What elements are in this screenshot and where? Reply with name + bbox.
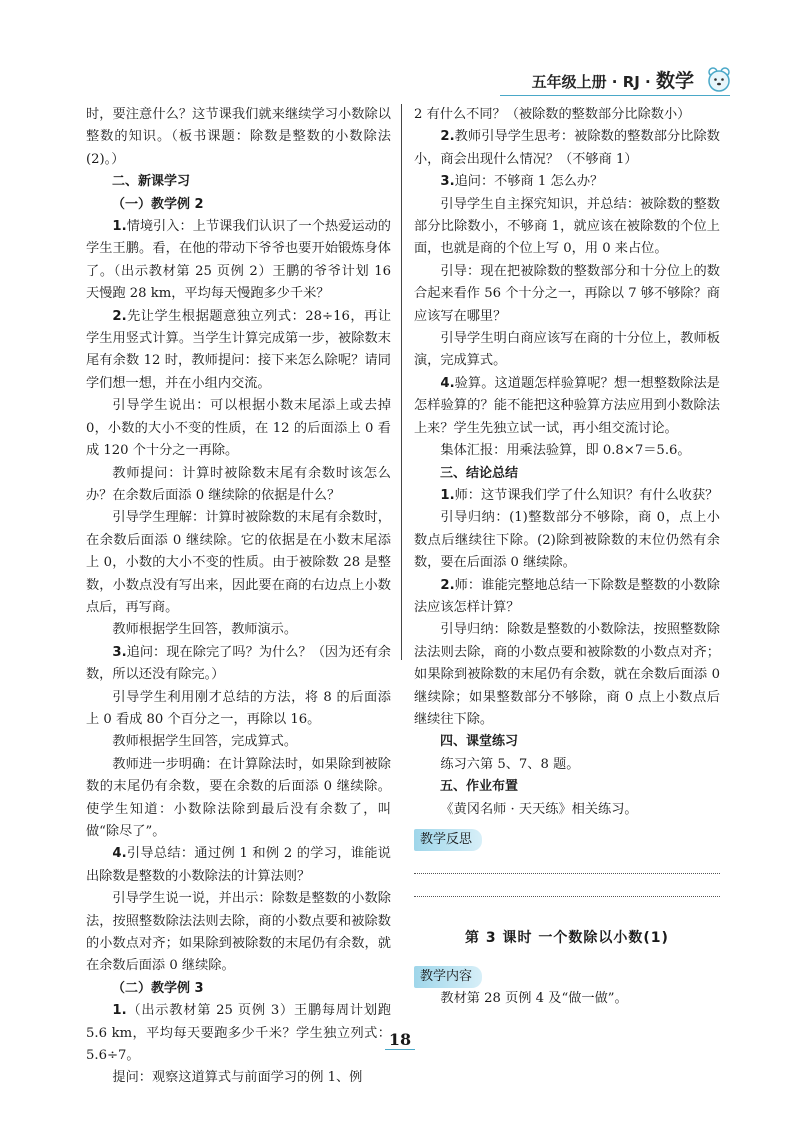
paragraph: 教师根据学生回答，完成算式。 <box>112 734 298 750</box>
dotted-line <box>414 896 720 897</box>
item-number: 4. <box>440 375 455 391</box>
paragraph: 引导归纳：(1)整数部分不够除，商 0，点上小数点后继续往下除。(2)除到被除数的末位仍然有余数，要在后面添 0 继续除。 <box>414 510 720 571</box>
section-heading: 四、课堂练习 <box>440 734 519 750</box>
right-column <box>414 104 720 1011</box>
paragraph: 提问：观察这道算式与前面学习的例 1、例 <box>112 1070 363 1086</box>
paragraph: 教师提问：计算时被除数末尾有余数时该怎么办？在余数后面添 0 继续除的依据是什么？ <box>86 465 391 503</box>
paragraph: 集体汇报：用乘法验算，即 0.8×7＝5.6。 <box>440 443 691 459</box>
teaching-content-label: 教学内容 <box>414 966 482 988</box>
paragraph: 引导：现在把被除数的整数部分和十分位上的数合起来看作 56 个十分之一，再除以 7 够不够除？商应该写在哪里？ <box>414 263 720 324</box>
paragraph: 引导学生自主探究知识，并总结：被除数的整数部分比除数小，不够商 1，就应该在被除数的个位上面，也就是商的个位上写 0，用 0 来占位。 <box>414 196 720 257</box>
paragraph: 引导学生理解：计算时被除数的末尾有余数时，在余数后面添 0 继续除。它的依据是在小数末尾添上 0，小数的大小不变的性质。由于被除数 28 是整数，小数点没有写出来，因此要在商的右边点上小数点后，再写商。 <box>86 510 391 615</box>
paragraph: 1.（出示教材第 25 页例 3）王鹏每周计划跑 5.6 km，平均每天要跑多少千米？学生独立列式：5.6÷7。 <box>86 1003 391 1064</box>
header-rule <box>500 95 730 96</box>
column-divider <box>401 104 402 660</box>
section-heading: 五、作业布置 <box>440 779 519 795</box>
paragraph: 4.引导总结：通过例 1 和例 2 的学习，谁能说出除数是整数的小数除法的计算法则？ <box>86 846 391 884</box>
lesson-title: 第 3 课时 一个数除以小数(1) <box>465 930 669 947</box>
item-number: 1. <box>112 219 127 235</box>
header-title <box>522 68 704 94</box>
dotted-line <box>414 873 720 874</box>
paragraph: 3.追问：不够商 1 怎么办？ <box>440 174 604 190</box>
section-heading: 三、结论总结 <box>440 465 519 481</box>
paragraph: 3.追问：现在除完了吗？为什么？（因为还有余数，所以还没有除完。） <box>86 644 391 683</box>
header-subject: 数学 <box>655 70 694 92</box>
item-number: 3. <box>112 644 127 660</box>
paragraph: 《黄冈名师 · 天天练》相关练习。 <box>440 801 638 817</box>
paragraph: 4.验算。这道题怎样验算呢？想一想整数除法是怎样验算的？能不能把这种验算方法应用到小数除法上来？学生先独立试一试，再小组交流讨论。 <box>414 375 720 436</box>
left-column <box>86 104 391 1090</box>
paragraph: 引导学生说出：可以根据小数末尾添上或去掉 0，小数的大小不变的性质，在 12 的后面添上 0 看成 120 个十分之一再除。 <box>86 398 391 459</box>
section-heading: 二、新课学习 <box>112 174 191 190</box>
paragraph: 教师根据学生回答，教师演示。 <box>112 622 298 638</box>
paragraph: 练习六第 5、7、8 题。 <box>440 756 580 772</box>
teaching-reflection-label: 教学反思 <box>414 829 482 851</box>
paragraph: 教师进一步明确：在计算除法时，如果除到被除数的末尾仍有余数，要在余数的后面添 0 继续除。使学生知道：小数除法除到最后没有余数了，叫做“除尽了”。 <box>86 756 391 839</box>
page-header <box>0 62 800 102</box>
item-number: 4. <box>112 846 127 862</box>
paragraph: 引导学生说一说，并出示：除数是整数的小数除法，按照整数除法法则去除，商的小数点要和被除数的小数点对齐；如果除到被除数的末尾仍有余数，就在余数后面添 0 继续除。 <box>86 891 391 974</box>
paragraph: 1.师：这节课我们学了什么知识？有什么收获？ <box>440 487 719 503</box>
subsection-heading: （二）教学例 3 <box>112 980 204 996</box>
paragraph: 引导学生利用刚才总结的方法，将 8 的后面添上 0 看成 80 个百分之一，再除以 16。 <box>86 689 391 727</box>
paragraph: 时，要注意什么？这节课我们就来继续学习小数除以整数的知识。（板书课题：除数是整数的小数除法(2)。） <box>86 107 391 167</box>
paragraph: 2.先让学生根据题意独立列式：28÷16，再让学生用竖式计算。当学生计算完成第一步，被除数末尾有余数 12 时，教师提问：接下来怎么除呢？请同学们想一想，并在小组内交流。 <box>86 308 391 391</box>
paragraph: 2.教师引导学生思考：被除数的整数部分比除数小，商会出现什么情况？（不够商 1） <box>414 129 720 167</box>
paragraph: 引导归纳：除数是整数的小数除法，按照整数除法法则去除，商的小数点要和被除数的小数点对齐；如果除到被除数的末尾仍有余数，就在余数后面添 0 继续除；如果整数部分不够除，商 0 点上小数点后继续往下除。 <box>414 622 720 727</box>
bear-mascot-icon <box>704 64 734 94</box>
item-number: 1. <box>112 1003 127 1019</box>
page-number: 18 <box>0 1030 800 1049</box>
paragraph: 引导学生明白商应该写在商的十分位上，教师板演，完成算式。 <box>414 331 720 369</box>
item-number: 2. <box>112 308 127 324</box>
paragraph: 2.师：谁能完整地总结一下除数是整数的小数除法应该怎样计算？ <box>414 577 720 615</box>
item-number: 3. <box>440 174 455 190</box>
paragraph: 教材第 28 页例 4 及“做一做”。 <box>440 991 628 1007</box>
paragraph: 1.情境引入：上节课我们认识了一个热爱运动的学生王鹏。看，在他的带动下爷爷也要开始锻炼身体了。（出示教材第 25 页例 2）王鹏的爷爷计划 16 天慢跑 28 km，平均每天慢跑多少千米？ <box>86 219 391 302</box>
item-number: 1. <box>440 487 455 503</box>
subsection-heading: （一）教学例 2 <box>112 196 204 212</box>
item-number: 2. <box>440 129 455 145</box>
item-number: 2. <box>440 577 455 593</box>
header-grade: 五年级上册 · RJ · <box>531 73 656 91</box>
paragraph: 2 有什么不同？（被除数的整数部分比除数小） <box>414 107 691 122</box>
